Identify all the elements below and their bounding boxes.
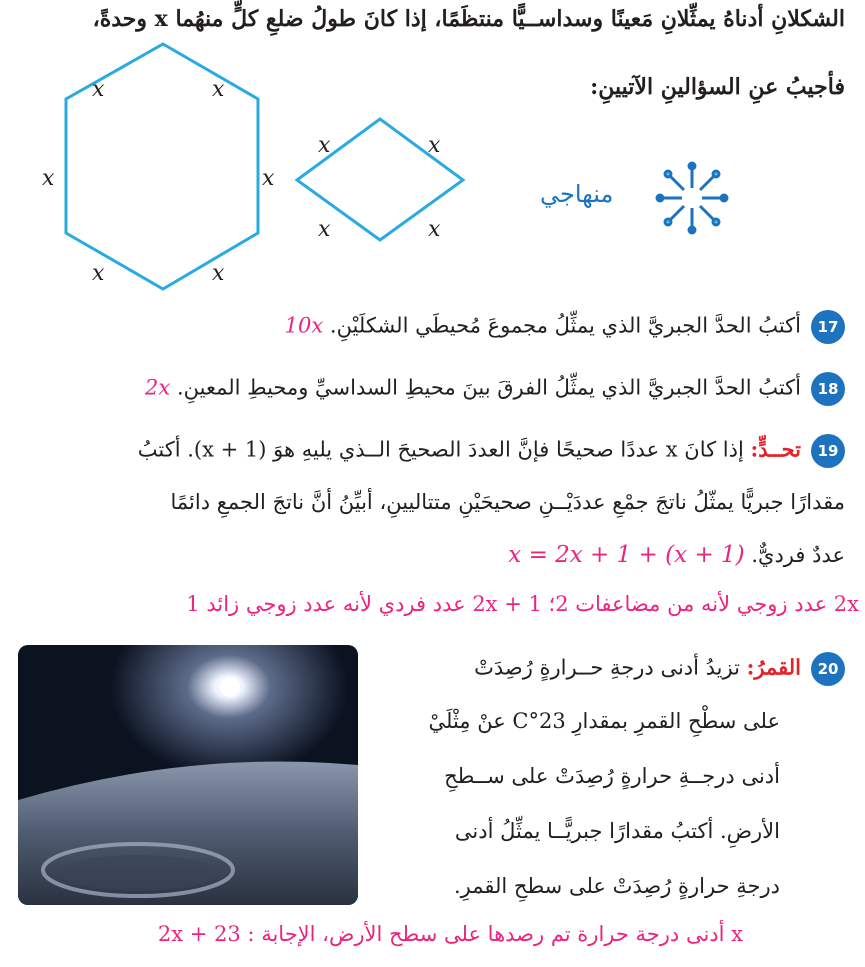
answer-equation: (x + 1) + x = 2x + 1 [508,542,745,568]
moon-surface-image [18,645,358,905]
question-17 [285,310,845,344]
question-number-badge: 17 [811,310,845,344]
question-20-line-2: على سطْحِ القمرِ بمقدارِ 23°C عنْ مِثْلَيْ [428,709,780,733]
hex-label-l: x [42,166,55,191]
logo-text: منهاجي [540,180,614,208]
answer-note-19: 2x عدد زوجي لأنه من مضاعفات 2؛ 2x + 1 عدد فردي لأنه عدد زوجي زائد 1 [186,592,859,616]
question-number-badge: 18 [811,372,845,406]
question-20-line-4: الأرضِ. أكتبُ مقدارًا جبريًّــا يمثِّلُ أدنى [454,819,780,843]
question-title: القمرُ: [746,654,801,680]
rhombus-label-br: x [428,217,441,242]
hex-label-tr: x [212,77,225,102]
intro-line-1: الشكلانِ أدناهُ يمثِّلانِ مَعينًا وسداســيًّا منتظَمًا، إذا كانَ طولُ ضلعِ كلٍّ منهُما x وحدةً، [92,6,845,32]
question-19-line-3 [508,542,845,568]
answer-note-20: x أدنى درجة حرارة تم رصدها على سطح الأرض، الإجابة : 2x + 23 [157,922,743,946]
manhaji-logo [540,158,740,238]
question-text: أكتبُ الحدَّ الجبريَّ الذي يمثِّلُ مجموعَ مُحيطَي الشكلَيْنِ. [329,313,801,338]
question-title: تحــدٍّ: [750,436,801,462]
question-19 [138,434,845,468]
moon-image-graphic [18,645,358,905]
question-20-line-3: أدنى درجــةِ حرارةٍ رُصِدَتْ على ســطحِ [444,764,780,788]
answer-text: 2x [145,375,171,400]
question-19-line-2: مقدارًا جبريًّا يمثّلُ ناتجَ جمْعِ عددَيْــنِ صحيحَيْنِ متتاليينِ، أبيِّنُ أنَّ ناتجَ الجمعِ دائمًا [170,490,845,514]
rhombus-label-tl: x [318,133,331,158]
question-18 [145,372,845,406]
question-text: أكتبُ الحدَّ الجبريَّ الذي يمثِّلُ الفرقَ بينَ محيطِ السداسيِّ ومحيطِ المعينِ. [176,375,801,400]
question-text-line-1: إذا كانَ x عددًا صحيحًا فإنَّ العددَ الصحيحَ الــذي يليهِ هوَ (x + 1). أكتبُ [137,437,744,462]
question-20-line-5: درجةِ حرارةٍ رُصِدَتْ على سطحِ القمرِ. [453,874,780,898]
question-text-line-3: عددٌ فرديٌّ. [751,543,845,567]
hex-label-bl: x [92,261,105,286]
hex-label-tl: x [92,77,105,102]
question-number-badge: 19 [811,434,845,468]
shapes-figure [0,0,520,300]
rhombus-label-bl: x [318,217,331,242]
intro-line-2: فأجيبُ عنِ السؤالينِ الآتيينِ: [590,74,845,100]
answer-text: 10x [284,313,324,338]
question-text-line-1: تزيدُ أدنى درجةِ حــرارةٍ رُصِدَتْ [474,655,740,680]
question-number-badge: 20 [811,652,845,686]
question-20 [474,652,845,686]
hex-label-r: x [262,166,275,191]
hex-label-br: x [212,261,225,286]
rhombus-label-tr: x [428,133,441,158]
